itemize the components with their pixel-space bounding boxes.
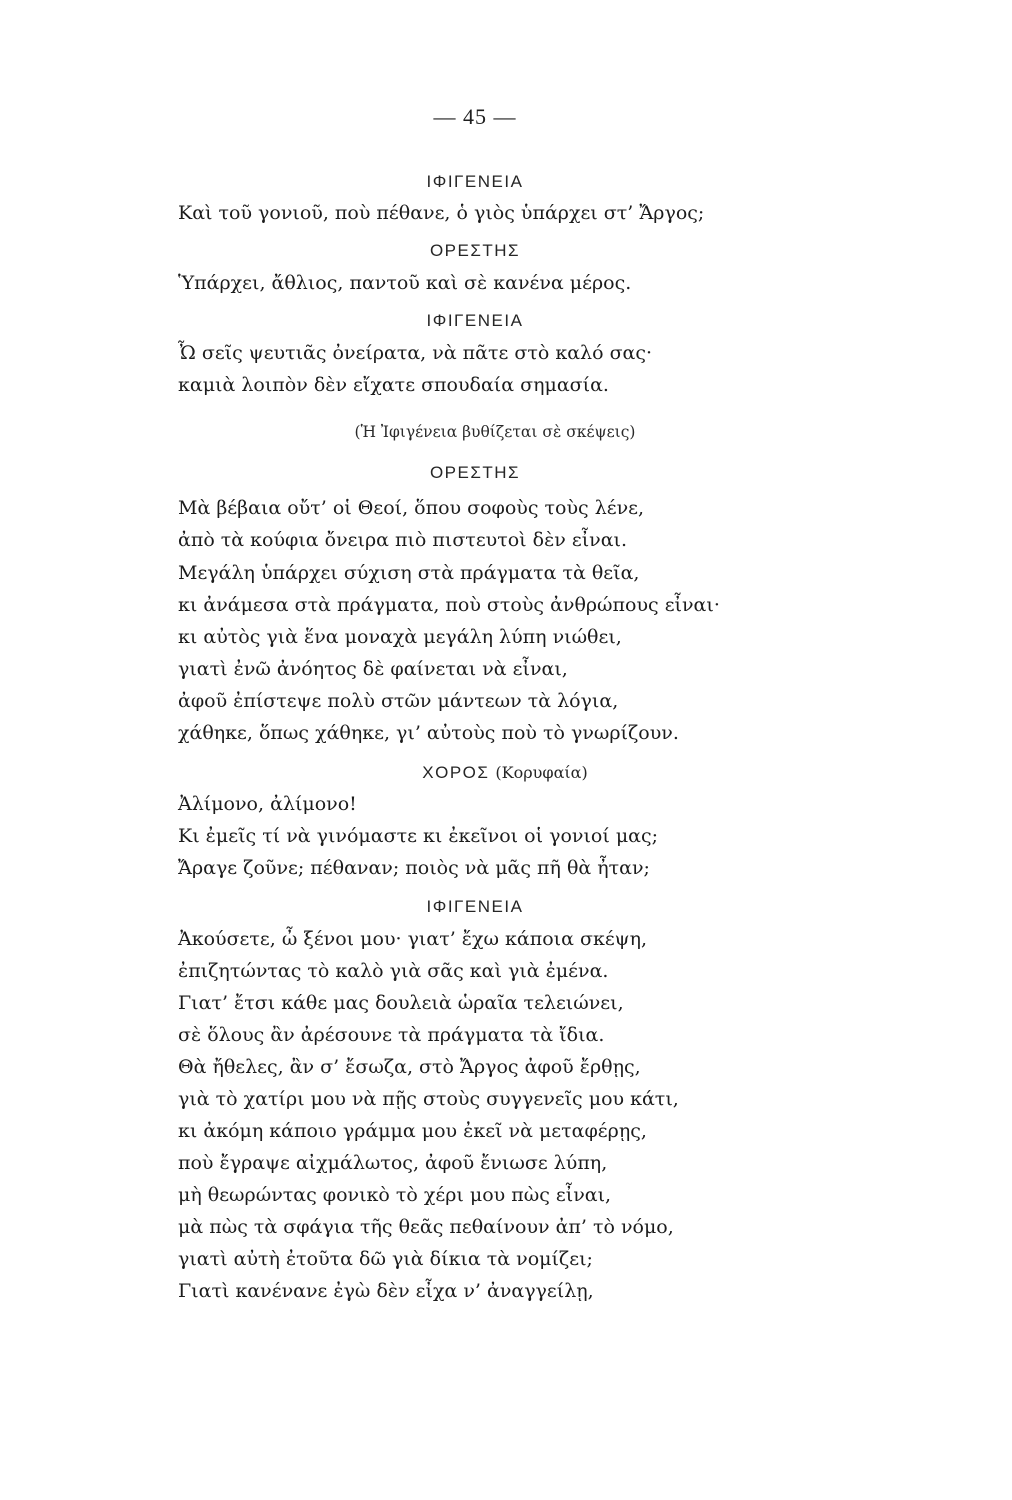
speaker-heading: ΙΦΙΓΕΝΕΙΑ: [426, 172, 524, 191]
verse-line: γιατὶ ἐνῶ ἀνόητος δὲ φαίνεται νὰ εἶναι,: [178, 658, 568, 680]
verse-line: κι ἀνάμεσα στὰ πράγματα, ποὺ στοὺς ἀνθρώπους εἶναι·: [178, 594, 720, 616]
speaker-name: ΧΟΡΟΣ: [422, 763, 490, 782]
speaker-heading: ΟΡΕΣΤΗΣ: [429, 463, 521, 482]
verse-line: Γιατ’ ἔτσι κάθε μας δουλειὰ ὡραῖα τελειώνει,: [178, 992, 624, 1014]
verse-line: Ἄραγε ζοῦνε; πέθαναν; ποιὸς νὰ μᾶς πῆ θὰ ἦταν;: [178, 857, 650, 879]
verse-line: ἀφοῦ ἐπίστεψε πολὺ στῶν μάντεων τὰ λόγια,: [178, 690, 619, 712]
speaker-heading: ΙΦΙΓΕΝΕΙΑ: [426, 897, 524, 916]
verse-line: ἀπὸ τὰ κούφια ὄνειρα πιὸ πιστευτοὶ δὲν εἶναι.: [178, 529, 628, 551]
speaker-heading: ΙΦΙΓΕΝΕΙΑ: [426, 311, 524, 330]
speaker-heading: [0, 762, 950, 784]
speaker-note: (Κορυφαία): [495, 763, 588, 782]
verse-line: Γιατὶ κανένανε ἐγὼ δὲν εἶχα ν’ ἀναγγείλῃ,: [178, 1280, 594, 1302]
verse-line: Ἀλίμονο, ἀλίμονο!: [178, 793, 357, 815]
verse-line: ποὺ ἔγραψε αἰχμάλωτος, ἀφοῦ ἔνιωσε λύπη,: [178, 1152, 608, 1174]
verse-line: Καὶ τοῦ γονιοῦ, ποὺ πέθανε, ὁ γιὸς ὑπάρχει στ’ Ἄργος;: [178, 202, 705, 224]
verse-line: χάθηκε, ὅπως χάθηκε, γι’ αὐτοὺς ποὺ τὸ γνωρίζουν.: [178, 722, 679, 744]
verse-line: γιὰ τὸ χατίρι μου νὰ πῇς στοὺς συγγενεῖς μου κάτι,: [178, 1088, 679, 1110]
verse-line: κι ἀκόμη κάποιο γράμμα μου ἐκεῖ νὰ μεταφέρῃς,: [178, 1120, 647, 1142]
verse-line: μὰ πὼς τὰ σφάγια τῆς θεᾶς πεθαίνουν ἀπ’ τὸ νόμο,: [178, 1216, 674, 1238]
verse-line: Κι ἐμεῖς τί νὰ γινόμαστε κι ἐκεῖνοι οἱ γονιοί μας;: [178, 825, 659, 847]
verse-line: Ἀκούσετε, ὦ ξένοι μου· γιατ’ ἔχω κάποια σκέψη,: [178, 928, 647, 950]
verse-line: Μεγάλη ὑπάρχει σύχιση στὰ πράγματα τὰ θεῖα,: [178, 562, 640, 584]
verse-line: μὴ θεωρώντας φονικὸ τὸ χέρι μου πὼς εἶναι,: [178, 1184, 612, 1206]
verse-line: σὲ ὅλους ἂν ἀρέσουνε τὰ πράγματα τὰ ἴδια.: [178, 1024, 605, 1046]
verse-line: Μὰ βέβαια οὔτ’ οἱ Θεοί, ὅπου σοφοὺς τοὺς λένε,: [178, 497, 645, 519]
verse-line: Ὑπάρχει, ἄθλιος, παντοῦ καὶ σὲ κανένα μέρος.: [178, 272, 632, 294]
verse-line: γιατὶ αὐτὴ ἐτοῦτα δῶ γιὰ δίκια τὰ νομίζει;: [178, 1248, 593, 1270]
page-number: — 45 —: [433, 104, 517, 129]
verse-line: ἐπιζητώντας τὸ καλὸ γιὰ σᾶς καὶ γιὰ ἐμένα.: [178, 960, 609, 982]
stage-direction: (Ἡ Ἰφιγένεια βυθίζεται σὲ σκέψεις): [354, 423, 636, 441]
verse-line: κι αὐτὸς γιὰ ἕνα μοναχὰ μεγάλη λύπη νιώθει,: [178, 626, 622, 648]
verse-line: Θὰ ἤθελες, ἂν σ’ ἔσωζα, στὸ Ἄργος ἀφοῦ ἔρθῃς,: [178, 1056, 641, 1078]
verse-line: Ὦ σεῖς ψευτιᾶς ὀνείρατα, νὰ πᾶτε στὸ καλό σας·: [178, 342, 653, 364]
verse-line: καμιὰ λοιπὸν δὲν εἴχατε σπουδαία σημασία.: [178, 374, 609, 396]
speaker-heading: ΟΡΕΣΤΗΣ: [429, 241, 521, 260]
